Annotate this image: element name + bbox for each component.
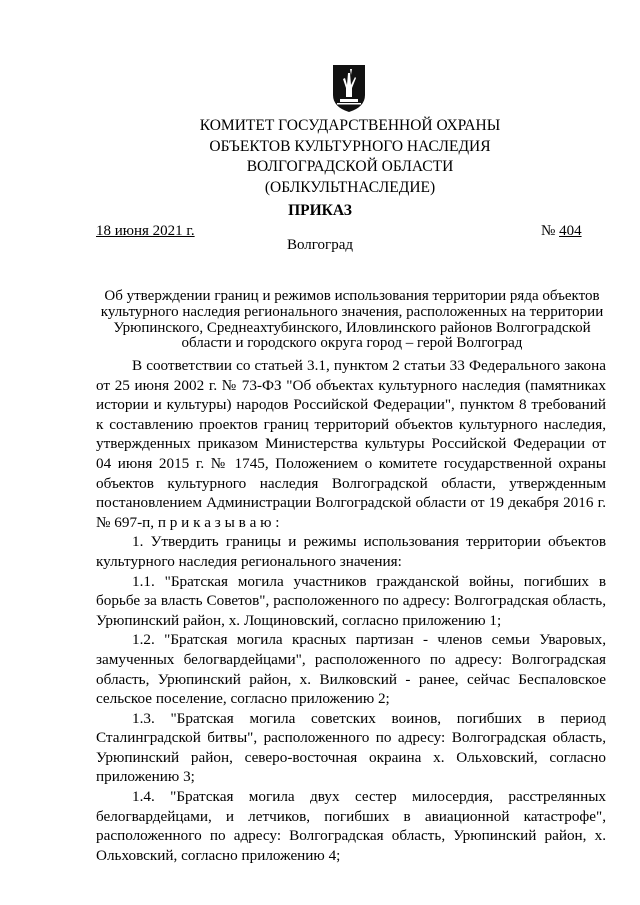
item-1-4-paragraph: 1.4. "Братская могила двух сестер милосердия, расстрелянных белогвардейцами, и летчиков, погибших в авиационной катастрофе", расположенного по адресу: Волгоградская область, Урюпинский район, х. Ольховский, согласно приложению 4;: [96, 788, 606, 864]
order-number-value: 404: [559, 223, 582, 239]
city-name: Волгоград: [286, 237, 353, 253]
item-1-3-paragraph: 1.3. "Братская могила советских воинов, погибших в период Сталинградской битвы", расположенного по адресу: Волгоградская область, Урюпинский район, северо-восточная окраина х. Ольховский, согласно приложению 3;: [96, 709, 606, 786]
org-line: ВОЛГОГРАДСКОЙ ОБЛАСТИ: [246, 158, 454, 175]
subject-line: Урюпинского, Среднеахтубинского, Иловлинского районов Волгоградской: [113, 319, 591, 336]
item-1-2-paragraph: 1.2. "Братская могила красных партизан - членов семьи Уваровых, замученных белогвардейцами", расположенного по адресу: Волгоградская область, Урюпинский район, х. Вилковский - ранее, сейчас Беспаловское сельское поселение, согласно приложению 2;: [96, 631, 606, 708]
org-line: КОМИТЕТ ГОСУДАРСТВЕННОЙ ОХРАНЫ: [199, 117, 501, 134]
order-number-prefix: №: [541, 223, 560, 239]
item-1-paragraph: 1. Утвердить границы и режимы использования территории объектов культурного наследия регионального значения:: [96, 533, 606, 570]
org-line: ОБЪЕКТОВ КУЛЬТУРНОГО НАСЛЕДИЯ: [209, 137, 491, 155]
order-subject: [92, 289, 612, 352]
volgograd-coat-of-arms-icon: [331, 63, 367, 113]
document-body: [96, 356, 606, 865]
order-date: 18 июня 2021 г.: [96, 223, 195, 239]
org-line: (ОБЛКУЛЬТНАСЛЕДИЕ): [264, 178, 436, 196]
subject-line: области и городского округа город – герой Волгоград: [181, 335, 523, 352]
document-type-title: ПРИКАЗ: [288, 202, 352, 219]
item-1-1-paragraph: 1.1. "Братская могила участников гражданской войны, погибших в борьбе за власть Советов", расположенного по адресу: Волгоградская область, Урюпинский район, х. Лощиновский, согласно приложению 1;: [96, 572, 606, 629]
subject-line: Об утверждении границ и режимов использования территории ряда объектов: [104, 288, 600, 304]
preamble-paragraph: В соответствии со статьей 3.1, пунктом 2 статьи 33 Федерального закона от 25 июня 2002 г. № 73-ФЗ "Об объектах культурного наследия (памятниках истории и культуры) народов Российской Федерации", пунктом 8 требований к составлению проектов границ территорий объектов культурного наследия, утвержденных приказом Министерства культуры Российской Федерации от 04 июня 2015 г. № 1745, Положением о комитете государственной охраны объектов культурного наследия Волгоградской области, утвержденным постановлением Администрации Волгоградской области от 19 декабря 2016 г. № 697-п, п р и к а з ы в а ю :: [96, 357, 606, 531]
subject-line: культурного наследия регионального значения, расположенных на территории: [100, 303, 604, 320]
organization-name: [150, 116, 550, 198]
